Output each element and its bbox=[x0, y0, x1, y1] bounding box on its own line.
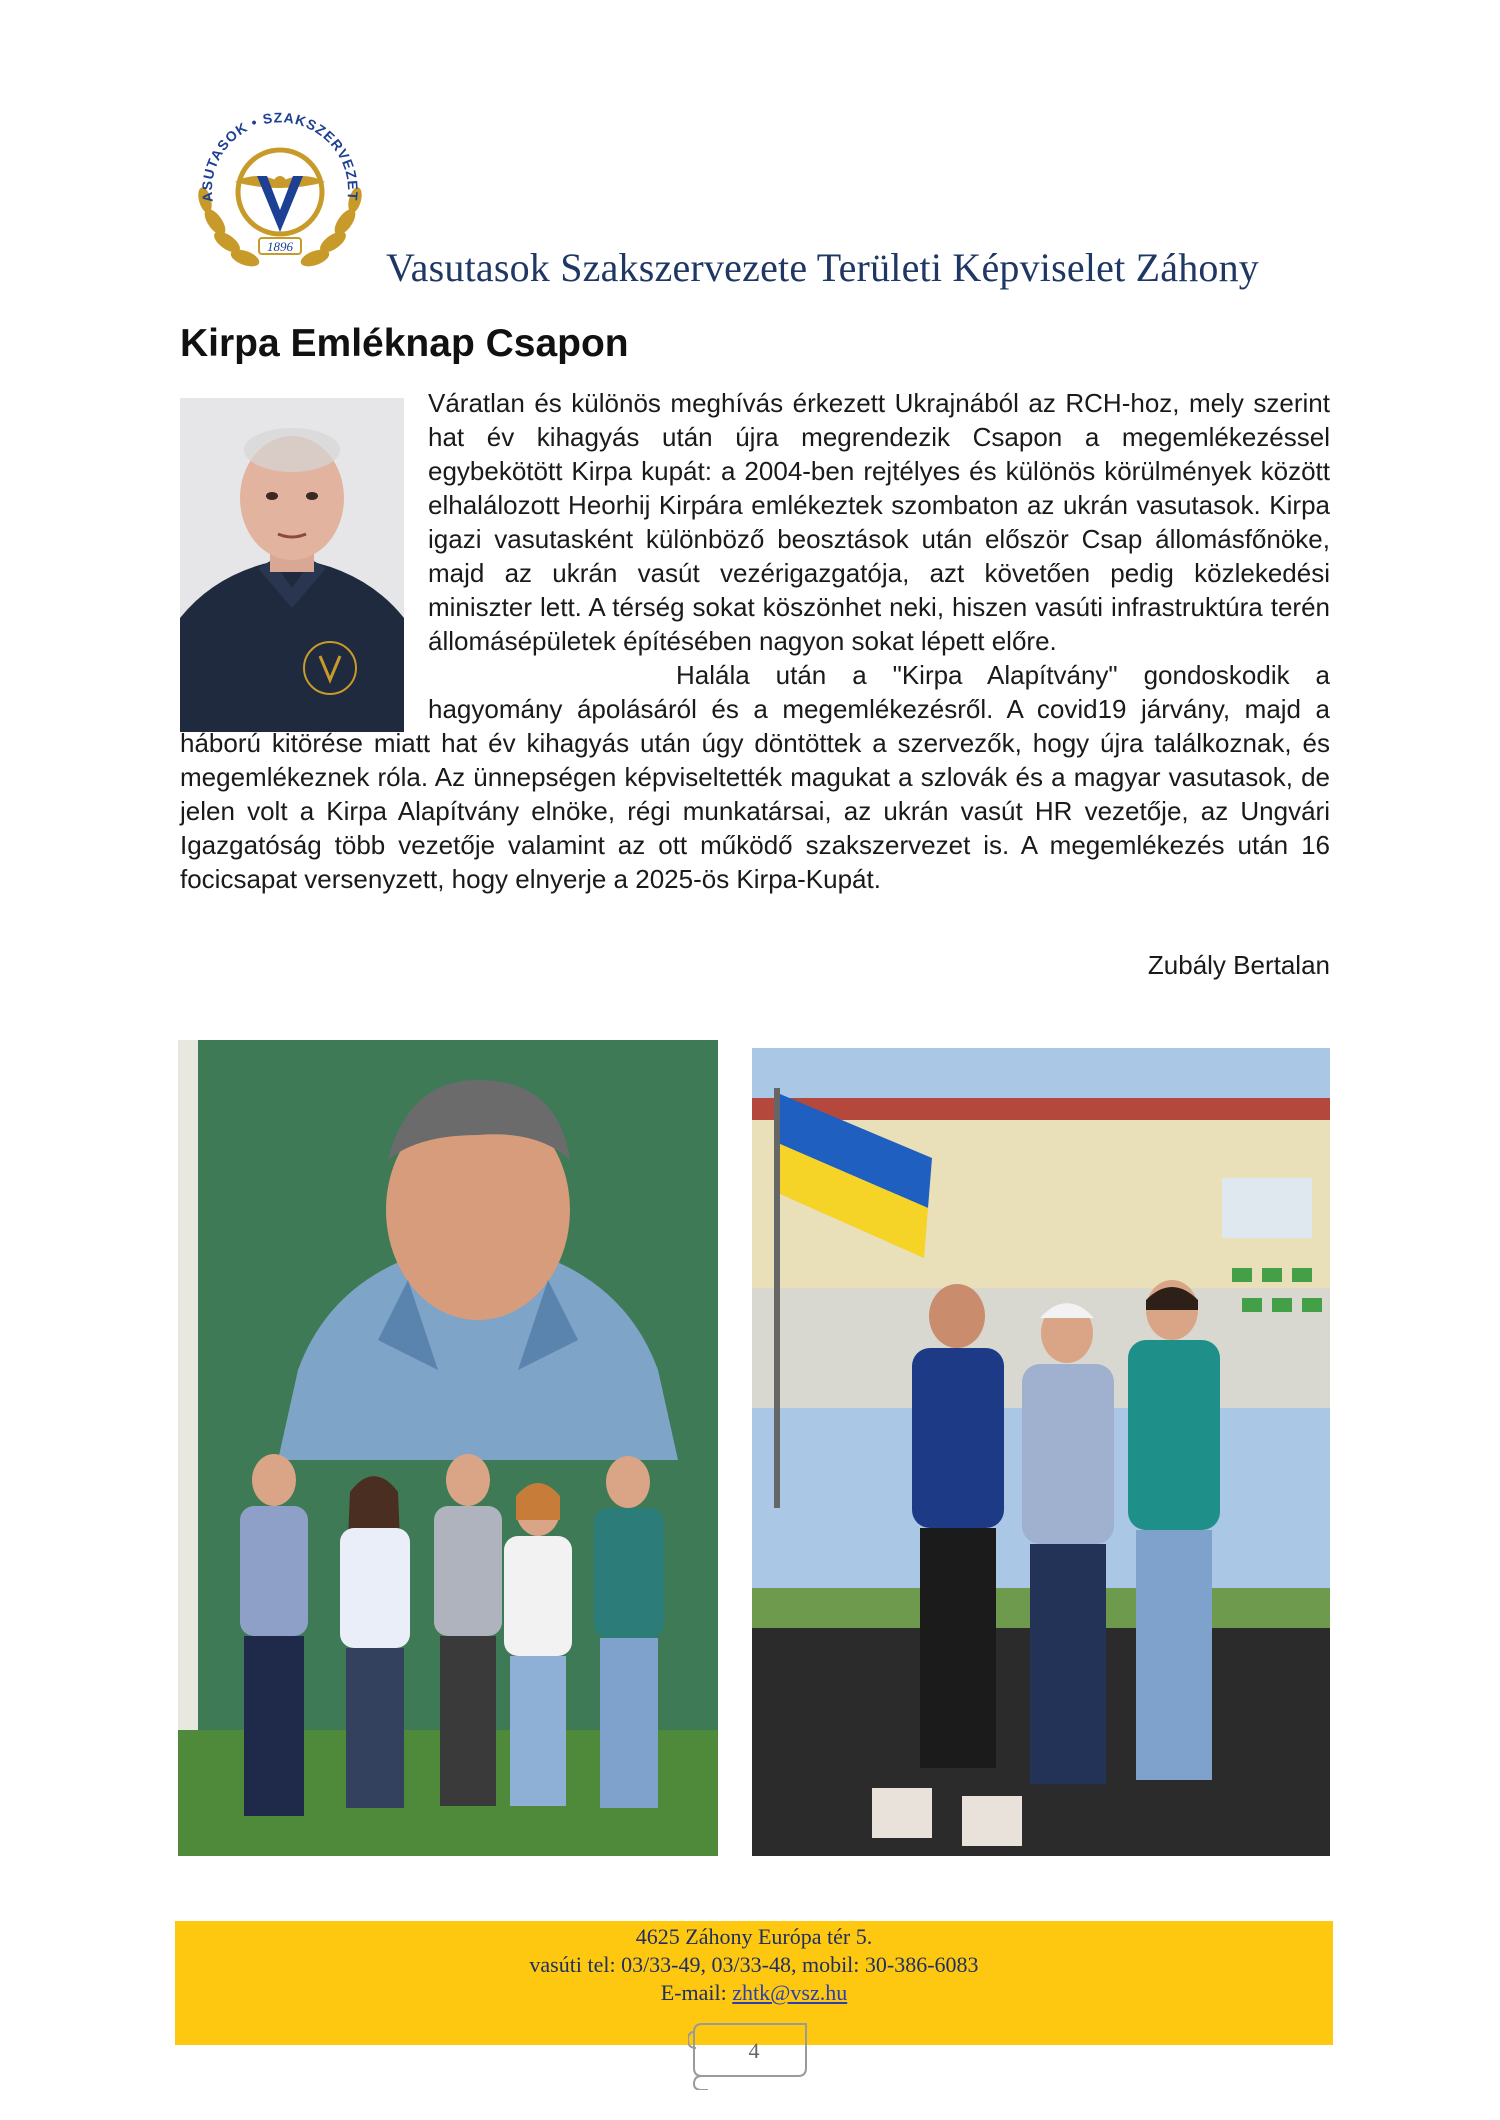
article-paragraph: Halála után a "Kirpa Alapítvány" gondoskodik a hagyomány ápolásáról és a megemlékezésről. A covid19 járvány, majd a háború kitörése miatt hat év kihagyás után úgy döntöttek a szervezők, hogy újra találkoznak, és megemlékeznek róla. Az ünnepségen képviseltették magukat a szlovák és a magyar vasutasok, de jelen volt a Kirpa Alapítvány elnöke, régi munkatársai, az ukrán vasút HR vezetője, az Ungvári Igazgatóság több vezetője valamint az ott működő szakszervezet is. A megemlékezés után 16 focicsapat versenyzett, hogy elnyerje a 2025-ös Kirpa-Kupát. bbox=[180, 660, 1330, 894]
railway-union-emblem-icon bbox=[185, 92, 375, 282]
group-photo-stadium bbox=[752, 1048, 1330, 1856]
footer-email-line bbox=[175, 1979, 1333, 2007]
footer-address: 4625 Záhony Európa tér 5. bbox=[635, 1924, 873, 1949]
email-link[interactable]: zhtk@vsz.hu bbox=[732, 1980, 848, 2005]
group-photo-banner bbox=[178, 1040, 718, 1856]
organization-title: Vasutasok Szakszervezete Területi Képviselet Záhony bbox=[386, 245, 1260, 290]
footer-phone: vasúti tel: 03/33-49, 03/33-48, mobil: 30-386-6083 bbox=[529, 1952, 979, 1977]
article-title: Kirpa Emléknap Csapon bbox=[180, 322, 629, 365]
article-body bbox=[180, 386, 1330, 896]
page-number-scroll bbox=[688, 2010, 820, 2090]
article-author: Zubály Bertalan bbox=[1147, 950, 1330, 980]
svg-text:VASUTASOK • SZAKSZERVEZETE: ASUTASOK • SZAKSZERVEZET bbox=[198, 109, 362, 203]
page-number: 4 bbox=[748, 2038, 760, 2063]
svg-text:1896: 1896 bbox=[267, 239, 293, 254]
article-paragraph: Váratlan és különös meghívás érkezett Ukrajnából az RCH-hoz, mely szerint hat év kihagyás után újra megrendezik Csapon a megemlékezéssel egybekötött Kirpa kupát: a 2004-ben rejtélyes és különös körülmények között elhalálozott Heorhij Kirpára emlékeztek szombaton az ukrán vasutasok. Kirpa igazi vasutasként különböző beosztások után először Csap állomásfőnöke, majd az ukrán vasút vezérigazgatója, azt követően pedig közlekedési miniszter lett. A térség sokat köszönhet neki, hiszen vasúti infrastruktúra terén állomásépületek építésében nagyon sokat lépett előre. bbox=[428, 388, 1330, 656]
footer-email-label: E-mail: bbox=[660, 1980, 733, 2005]
union-logo bbox=[185, 92, 375, 282]
